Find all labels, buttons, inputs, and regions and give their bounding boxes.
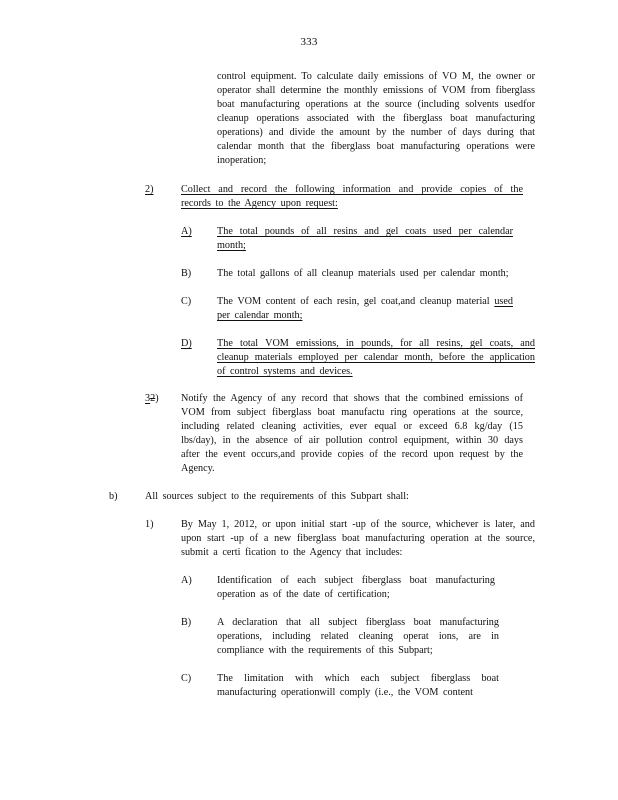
item-3-label-deleted: 2	[150, 393, 156, 404]
item-2c-label: C)	[181, 296, 192, 307]
item-b1b-label: B)	[181, 617, 192, 628]
item-2-label: 2)	[145, 184, 154, 195]
item-3-label	[145, 392, 159, 406]
item-3-label-paren: )	[155, 393, 159, 404]
item-2d-label: D)	[181, 338, 192, 349]
item-2a-label: A)	[181, 226, 192, 237]
continued-paragraph: control equipment. To calculate daily emissions of VO M, the owner or operator shall determine the monthly emissions of VOM from fiberglass boat manufacturing operations at the source (including solvents usedfor cleanup operations associated with the fiberglass boat manufacturing operations) and divide the amount by the number of days during that calendar month that the fiberglass boat manufacturing operations were inoperation;	[217, 71, 535, 166]
item-3-text: Notify the Agency of any record that shows that the combined emissions of VOM from subject fiberglass boat manufactu ring operations at the source, including related cleaning activities, ever equal or exceed 6.8 kg/day (15 lbs/day), in the absence of air pollution control equipment, within 30 days after the event occurs,and provide copies of the record upon request by the Agency.	[181, 393, 523, 474]
item-2b-text: The total gallons of all cleanup materials used per calendar month;	[217, 268, 509, 279]
section-b-label: b)	[109, 491, 118, 502]
item-2c-text-underlined: used per calendar month;	[217, 296, 513, 321]
page-number: 333	[300, 36, 318, 48]
item-2d-text: The total VOM emissions, in pounds, for all resins, gel coats, and cleanup materials employed per calendar month, before the application of control systems and devices.	[217, 338, 535, 377]
item-2-text: Collect and record the following information and provide copies of the records to the Agency upon request:	[181, 184, 523, 209]
item-b1c-label: C)	[181, 673, 192, 684]
item-2c-text-plain: The VOM content of each resin, gel coat,and cleanup material	[217, 296, 490, 307]
item-b1a-text: Identification of each subject fiberglass boat manufacturing operation as of the date of certification;	[217, 575, 495, 600]
item-2a-text: The total pounds of all resins and gel coats used per calendar month;	[217, 226, 513, 251]
item-2c-text	[217, 295, 513, 323]
item-b1a-label: A)	[181, 575, 192, 586]
item-b1-text: By May 1, 2012, or upon initial start -up of the source, whichever is later, and upon start -up of a new fiberglass boat manufacturing operation at the source, submit a certi fication to the Agency that includes:	[181, 519, 535, 558]
item-b1b-text: A declaration that all subject fiberglass boat manufacturing operations, including related cleaning operat ions, are in compliance with the requirements of this Subpart;	[217, 617, 499, 656]
section-b-text: All sources subject to the requirements of this Subpart shall:	[145, 491, 409, 502]
item-2b-label: B)	[181, 268, 192, 279]
item-b1-label: 1)	[145, 519, 154, 530]
item-3-label-new: 3	[145, 393, 151, 404]
item-b1c-text: The limitation with which each subject fiberglass boat manufacturing operationwill comply (i.e., the VOM content	[217, 673, 499, 698]
